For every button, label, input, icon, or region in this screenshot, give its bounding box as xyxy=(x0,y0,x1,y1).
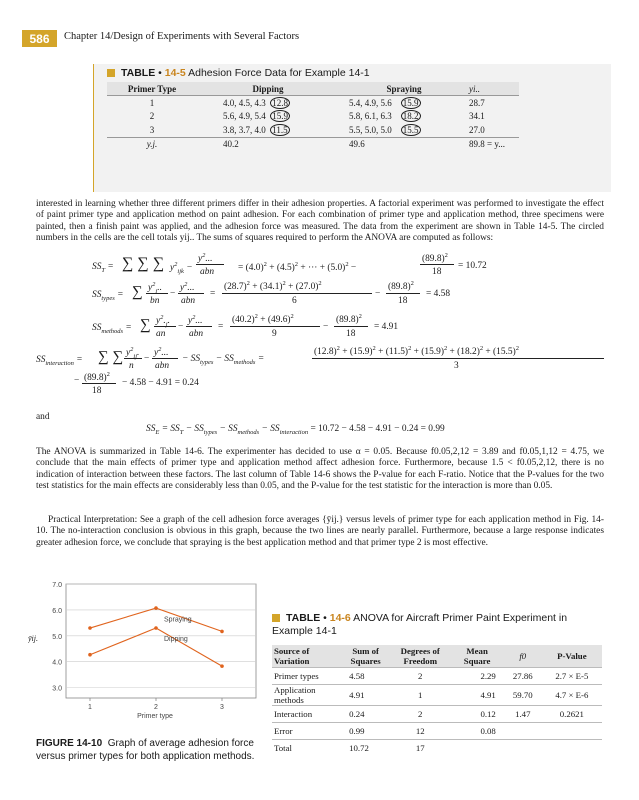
cell-yi: 28.7 xyxy=(469,97,485,108)
figure-label: FIGURE 14-10 xyxy=(36,738,103,749)
cell-dipping: 4.0, 4.5, 4.3 xyxy=(223,97,266,108)
table-bullet: • xyxy=(158,67,162,79)
running-head: Chapter 14/Design of Experiments with Several Factors xyxy=(64,31,300,42)
col-spraying: Spraying xyxy=(339,82,469,96)
series-label-spraying: Spraying xyxy=(164,616,192,624)
col-source: Source of Variation xyxy=(272,645,341,668)
cell-f0: 27.86 xyxy=(504,668,542,685)
data-point-dipping xyxy=(88,653,92,657)
plot-frame xyxy=(66,584,256,698)
cell-spraying: 5.4, 4.9, 5.6 xyxy=(349,97,392,108)
totals-dipping: 40.2 xyxy=(197,137,339,151)
eq-sstypes: $SS_{types}$ = ∑ $y^2_i$.. bn − $y^2$... abn = $(28.7)^2 + (34.1)^2 + (27.0)^2$ 6 − $(89.8)^2$ 18 = 4.58 xyxy=(92,280,451,306)
cell-f0: 59.70 xyxy=(504,685,542,706)
cell-pvalue: 0.2621 xyxy=(542,706,602,723)
table-14-5-frame-line xyxy=(93,64,94,192)
y-tick-label: 4.0 xyxy=(52,659,62,667)
table-label: TABLE xyxy=(286,612,321,624)
cell-ms xyxy=(450,740,504,757)
sstypes-result: = 4.58 xyxy=(426,289,451,299)
cell-ss: 4.91 xyxy=(341,685,390,706)
cell-ss: 10.72 xyxy=(341,740,390,757)
table-totals-row xyxy=(107,137,519,151)
cell-f0 xyxy=(504,740,542,757)
cell-pvalue: 4.7 × E-6 xyxy=(542,685,602,706)
cell-ms: 0.08 xyxy=(450,723,504,740)
sse-result: = 10.72 − 4.58 − 4.91 − 0.24 = 0.99 xyxy=(310,424,445,434)
cell-source: Primer types xyxy=(272,668,341,685)
paragraph-practical-interpretation: Practical Interpretation: See a graph of the cell adhesion force averages {ȳij.} versus levels of primer type for each application method in Fig. 14-10. The no-interaction conclusion is obvious in this graph, because the two lines are nearly parallel. Furthermore, because a large response indicates greater adhesion force, we conclude that spraying is the best application method and that primer type 2 is most effective. xyxy=(36,515,604,548)
col-f0: f0 xyxy=(504,645,542,668)
paragraph-intro: interested in learning whether three different primers differ in their adhesion properties. A factorial experiment was performed to investigate the effect of paint primer type and application method on paint adhesion. For each combination of primer type and application method, three specimens were painted, then a finish paint was applied, and the adhesion force was measured. The data from the experiment are shown in Table 14-5. The circled numbers in the cells are the cell totals yij.. The sums of squares required to perform the ANOVA are computed as follows: xyxy=(36,199,604,243)
cell-source: Error xyxy=(272,723,341,740)
table-row xyxy=(272,668,602,685)
cell-df: 2 xyxy=(390,706,450,723)
cell-spraying-total: 15.9 xyxy=(402,97,419,108)
cell-ss: 0.99 xyxy=(341,723,390,740)
y-tick-label: 5.0 xyxy=(52,633,62,641)
page-number: 586 xyxy=(22,30,57,47)
cell-yi: 34.1 xyxy=(469,111,485,122)
cell-pvalue xyxy=(542,723,602,740)
series-label-dipping: Dipping xyxy=(164,636,188,644)
data-point-spraying xyxy=(154,606,158,610)
table-row xyxy=(107,123,519,137)
x-tick-label: 2 xyxy=(154,704,158,711)
table-bullet: • xyxy=(323,612,327,624)
cell-dipping: 5.6, 4.9, 5.4 xyxy=(223,111,266,122)
data-point-dipping xyxy=(154,626,158,630)
cell-f0 xyxy=(504,723,542,740)
totals-label: y.j. xyxy=(107,137,197,151)
cell-ss: 0.24 xyxy=(341,706,390,723)
data-point-spraying xyxy=(220,630,224,634)
col-primer-type: Primer Type xyxy=(107,82,197,96)
table-14-6 xyxy=(272,645,602,756)
figure-caption xyxy=(36,738,268,763)
y-tick-label: 7.0 xyxy=(52,582,62,589)
cell-spraying: 5.5, 5.0, 5.0 xyxy=(349,124,392,135)
cell-dipping-total: 11.5 xyxy=(272,124,288,135)
cell-df: 1 xyxy=(390,685,450,706)
paragraph-anova-summary: The ANOVA is summarized in Table 14-6. The experimenter has decided to use α = 0.05. Because f0.05,2,12 = 3.89 and f0.05,1,12 = 4.75, we conclude that the main effects of primer type and application method affect adhesion force. Furthermore, because 1.5 < f0.05,2,12, there is no indication of interaction between these factors. The last column of Table 14-6 shows the P-value for each F-ratio. Notice that the P-values for the two test statistics for the main effects are considerably less than 0.05, and the P-value for the test statistic for the interaction is more than 0.05. xyxy=(36,447,604,491)
table-row xyxy=(107,110,519,124)
y-tick-label: 3.0 xyxy=(52,685,62,693)
table-title-text: Adhesion Force Data for Example 14-1 xyxy=(188,67,370,79)
cell-type: 1 xyxy=(149,97,155,108)
col-ss: Sum of Squares xyxy=(341,645,390,668)
cell-dipping: 3.8, 3.7, 4.0 xyxy=(223,124,266,135)
table-number: 14-5 xyxy=(164,67,186,79)
cell-source: Interaction xyxy=(272,706,341,723)
col-ms: Mean Square xyxy=(450,645,504,668)
x-tick-label: 1 xyxy=(88,704,92,711)
figure-caption-text: Graph of average adhesion force versus primer types for both application methods. xyxy=(36,738,255,762)
eq-sst: $SS_T$ = ∑ ∑ ∑ $y^2_{ijk}$ − $y^2$... abn = $(4.0)^2 + (4.5)^2$ + ··· + $(5.0)^2$ − $(89.8)^2$ 18 = 10.72 xyxy=(92,252,487,277)
totals-grand: 89.8 = y... xyxy=(469,137,519,151)
table-marker-icon xyxy=(107,69,115,77)
sst-result: = 10.72 xyxy=(458,261,487,271)
col-pvalue: P-Value xyxy=(542,645,602,668)
cell-dipping-total: 12.8 xyxy=(272,97,288,108)
cell-yi: 27.0 xyxy=(469,124,485,135)
eq-ssmethods: $SS_{methods}$ = ∑ $y^2._j$. an − $y^2$... abn = $(40.2)^2 + (49.6)^2$ 9 − $(89.8)^2$ 18 = 4.91 xyxy=(92,313,399,339)
table-row xyxy=(272,723,602,740)
table-14-5 xyxy=(107,82,519,151)
table-label: TABLE xyxy=(121,67,156,79)
totals-spraying: 49.6 xyxy=(339,137,469,151)
cell-f0: 1.47 xyxy=(504,706,542,723)
series-line-dipping xyxy=(90,628,222,666)
y-tick-label: 6.0 xyxy=(52,607,62,615)
cell-ms: 4.91 xyxy=(450,685,504,706)
cell-spraying: 5.8, 6.1, 6.3 xyxy=(349,111,392,122)
data-point-spraying xyxy=(88,626,92,630)
figure-14-10-chart xyxy=(28,578,264,728)
table-14-5-title xyxy=(107,67,370,79)
col-df: Degrees of Freedom xyxy=(390,645,450,668)
cell-dipping-total: 15.9 xyxy=(272,111,288,122)
x-axis-label: Primer type xyxy=(137,713,173,720)
data-point-dipping xyxy=(220,664,224,668)
cell-ss: 4.58 xyxy=(341,668,390,685)
table-number: 14-6 xyxy=(329,612,351,624)
table-14-6-title xyxy=(272,612,602,638)
and-word: and xyxy=(36,412,50,422)
cell-pvalue xyxy=(542,740,602,757)
cell-df: 2 xyxy=(390,668,450,685)
eq-sse: $SS_E = SS_T - SS_{types} - SS_{methods} - SS_{interaction} = 10.72 - 4.58 - 4.91 - 0.24 = 0.99$ xyxy=(146,424,445,436)
cell-spraying-total: 15.5 xyxy=(402,124,419,135)
eq-ssinteraction: $SS_{interaction}$ = ∑ ∑ $y^2_{ij}$. n − $y^2$... abn − $SS_{types} - SS_{methods}$ = $(12.8)^2 + (15.9)^2 + (11.5)^2 + (15.9)^2 + (18.2)^2 + (15.5)^2$ 3 − $(89.8)^2$ 18 − 4.58 − 4.91 = 0.24 xyxy=(36,348,606,408)
cell-pvalue: 2.7 × E-5 xyxy=(542,668,602,685)
ssmethods-result: = 4.91 xyxy=(374,322,399,332)
cell-df: 17 xyxy=(390,740,450,757)
cell-source: Total xyxy=(272,740,341,757)
cell-df: 12 xyxy=(390,723,450,740)
ssinteraction-tail: − 4.58 − 4.91 = 0.24 xyxy=(122,378,199,388)
cell-ms: 0.12 xyxy=(450,706,504,723)
cell-type: 3 xyxy=(149,124,155,135)
table-row xyxy=(107,96,519,110)
table-row xyxy=(272,740,602,757)
cell-spraying-total: 18.2 xyxy=(402,111,419,122)
x-tick-label: 3 xyxy=(220,704,224,711)
table-row xyxy=(272,685,602,706)
cell-ms: 2.29 xyxy=(450,668,504,685)
cell-type: 2 xyxy=(149,111,155,122)
col-yi: yi.. xyxy=(469,82,519,96)
table-row xyxy=(272,706,602,723)
col-dipping: Dipping xyxy=(197,82,339,96)
cell-source: Application methods xyxy=(272,685,341,706)
table-marker-icon xyxy=(272,614,280,622)
table-title-text: ANOVA for Aircraft Primer Paint Experiment in Example 14-1 xyxy=(272,612,568,637)
y-axis-label: ȳij. xyxy=(28,634,38,643)
